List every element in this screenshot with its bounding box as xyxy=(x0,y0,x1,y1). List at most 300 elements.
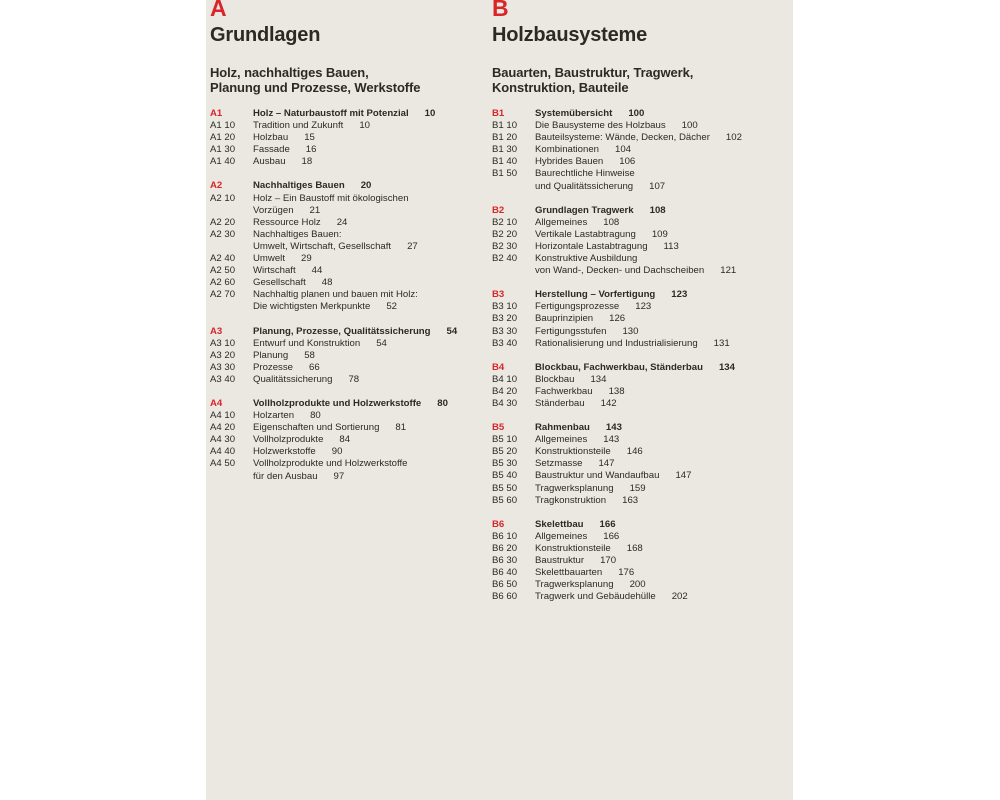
page-number: 134 xyxy=(590,373,607,385)
section-title: Systemübersicht xyxy=(535,108,613,119)
entry-text xyxy=(535,301,792,313)
entry-text xyxy=(535,398,792,410)
entry-code: A1 30 xyxy=(210,144,236,156)
entry-label: Horizontale Lastabtragung xyxy=(535,240,648,252)
section-title: Blockbau, Fachwerkbau, Ständerbau xyxy=(535,361,703,373)
entry-label: Holzbau xyxy=(253,132,289,144)
page-number: 21 xyxy=(309,204,321,216)
page-number: 202 xyxy=(671,591,688,603)
entry-code: B5 30 xyxy=(492,458,518,470)
page-number: 16 xyxy=(305,144,317,156)
toc-entry[interactable] xyxy=(210,241,480,253)
page-number: 78 xyxy=(348,373,360,385)
entry-label: von Wand-, Decken- und Dachscheiben xyxy=(535,265,705,277)
entry-code: B4 10 xyxy=(492,373,518,385)
entry-code: A4 30 xyxy=(210,434,236,446)
entry-code: B3 40 xyxy=(492,337,518,349)
entry-code xyxy=(210,471,253,483)
entry-code: A2 40 xyxy=(210,253,236,265)
entry-label: Eigenschaften und Sortierung xyxy=(253,422,380,434)
entry-code: A4 10 xyxy=(210,410,236,422)
entry-label: Prozesse xyxy=(253,361,293,373)
toc-section xyxy=(492,108,792,193)
entry-text xyxy=(253,350,480,362)
entry-text xyxy=(253,229,480,241)
entry-text xyxy=(535,156,792,168)
entry-label: Konstruktionsteile xyxy=(535,542,611,554)
entry-text xyxy=(535,338,792,350)
page-number: 130 xyxy=(622,325,639,337)
entry-text xyxy=(253,217,480,229)
section-code: B6 xyxy=(492,518,505,530)
entry-label: Qualitätssicherung xyxy=(253,373,333,385)
toc-entry[interactable] xyxy=(492,374,792,386)
toc-section xyxy=(492,289,792,349)
entry-label: Nachhaltig planen und bauen mit Holz: xyxy=(253,289,418,301)
page-number: 138 xyxy=(608,385,625,397)
entry-text xyxy=(535,434,792,446)
entry-label: Blockbau xyxy=(535,373,575,385)
page-number: 58 xyxy=(304,349,315,361)
entry-code: B2 20 xyxy=(492,228,518,240)
entry-label: Umwelt, Wirtschaft, Gesellschaft xyxy=(253,240,392,252)
page-number: 10 xyxy=(424,108,436,119)
entry-code: B1 30 xyxy=(492,144,518,156)
toc-entry[interactable] xyxy=(210,277,480,289)
toc-entry[interactable] xyxy=(210,458,480,470)
page-number: 166 xyxy=(603,530,620,542)
toc-entry[interactable] xyxy=(492,386,792,398)
entry-label: Tradition und Zukunft xyxy=(253,120,344,132)
toc-sections xyxy=(210,108,480,483)
toc-entry[interactable] xyxy=(210,338,480,350)
entry-text xyxy=(253,277,480,289)
toc-entry[interactable] xyxy=(210,471,480,483)
page-number: 113 xyxy=(663,240,679,252)
toc-entry[interactable] xyxy=(210,434,480,446)
page-number: 163 xyxy=(622,494,639,506)
toc-entry[interactable] xyxy=(210,253,480,265)
page-number: 15 xyxy=(304,132,315,144)
entry-label: Konstruktive Ausbildung xyxy=(535,253,638,265)
toc-entry[interactable] xyxy=(492,181,792,193)
section-title-wrap xyxy=(535,289,792,301)
page-number: 168 xyxy=(626,542,643,554)
page-number: 29 xyxy=(300,253,312,265)
section-heading[interactable] xyxy=(210,108,480,120)
page-number: 97 xyxy=(333,470,345,482)
toc-entry[interactable] xyxy=(492,253,792,265)
page-number: 147 xyxy=(598,458,615,470)
section-title: Vollholzprodukte und Holzwerkstoffe xyxy=(253,397,422,409)
section-heading[interactable] xyxy=(210,326,480,338)
toc-entry[interactable] xyxy=(492,495,792,507)
toc-entry[interactable] xyxy=(492,229,792,241)
toc-entry[interactable] xyxy=(210,265,480,277)
entry-code: B2 40 xyxy=(492,253,518,265)
entry-text xyxy=(535,458,792,470)
toc-entry[interactable] xyxy=(492,144,792,156)
toc-entry[interactable] xyxy=(210,205,480,217)
entry-code: A2 60 xyxy=(210,277,236,289)
page-number: 108 xyxy=(603,216,620,228)
toc-entry[interactable] xyxy=(492,120,792,132)
entry-label: Tragwerk und Gebäudehülle xyxy=(535,591,656,603)
entry-code: B6 30 xyxy=(492,555,518,566)
page-number: 121 xyxy=(720,265,737,277)
section-heading[interactable] xyxy=(492,205,792,217)
toc-entry[interactable] xyxy=(210,301,480,313)
page-number: 52 xyxy=(386,301,397,313)
section-code: B1 xyxy=(492,108,505,119)
section-title-wrap xyxy=(253,180,480,192)
entry-label: Skelettbauarten xyxy=(535,567,603,579)
entry-code: B4 20 xyxy=(492,385,518,397)
entry-label: Ständerbau xyxy=(535,397,585,409)
section-code: B5 xyxy=(492,422,505,434)
entry-text xyxy=(535,229,792,241)
part-subtitle-line: Planung und Prozesse, Werkstoffe xyxy=(210,80,421,95)
part-letter: B xyxy=(492,0,509,17)
section-heading[interactable] xyxy=(492,519,792,531)
entry-code: B5 20 xyxy=(492,446,518,458)
entry-label: Allgemeines xyxy=(535,216,588,228)
entry-label: Baustruktur xyxy=(535,555,585,566)
entry-text xyxy=(253,253,480,265)
toc-entry[interactable] xyxy=(492,301,792,313)
entry-text xyxy=(535,483,792,495)
page-number: 123 xyxy=(671,289,688,301)
page-number: 142 xyxy=(600,397,617,409)
entry-code: A1 10 xyxy=(210,120,236,132)
page-number: 102 xyxy=(725,132,742,144)
entry-text xyxy=(253,193,480,205)
entry-code: B2 10 xyxy=(492,216,518,228)
entry-label: Ressource Holz xyxy=(253,216,321,228)
entry-label: Holz – Ein Baustoff mit ökologischen xyxy=(253,192,409,204)
entry-code: B1 50 xyxy=(492,168,518,180)
entry-text xyxy=(253,434,480,446)
toc-entry[interactable] xyxy=(492,567,792,579)
section-heading[interactable] xyxy=(492,362,792,374)
toc-section xyxy=(492,519,792,604)
page-number: 109 xyxy=(651,228,668,240)
toc-entry[interactable] xyxy=(492,446,792,458)
entry-text xyxy=(535,495,792,507)
entry-code xyxy=(492,265,535,277)
toc-entry[interactable] xyxy=(492,265,792,277)
entry-label: Setzmasse xyxy=(535,458,583,470)
page-number: 80 xyxy=(310,410,321,422)
section-title-wrap xyxy=(535,362,792,374)
entry-code: B5 10 xyxy=(492,434,518,446)
entry-label: Tragwerksplanung xyxy=(535,579,614,591)
section-code: B3 xyxy=(492,289,505,301)
entry-label: Fassade xyxy=(253,144,290,156)
entry-label: Umwelt xyxy=(253,253,285,265)
entry-text xyxy=(253,446,480,458)
entry-code: B3 30 xyxy=(492,325,518,337)
section-heading[interactable] xyxy=(492,108,792,120)
entry-text xyxy=(535,181,792,193)
entry-label: Vollholzprodukte und Holzwerkstoffe xyxy=(253,458,408,470)
section-title-wrap xyxy=(535,422,792,434)
entry-code: A2 10 xyxy=(210,192,236,204)
entry-text xyxy=(253,156,480,168)
section-code: A4 xyxy=(210,397,223,409)
toc-entry[interactable] xyxy=(492,591,792,603)
entry-code: A1 40 xyxy=(210,156,236,168)
entry-text xyxy=(253,265,480,277)
entry-text xyxy=(535,326,792,338)
section-code: A2 xyxy=(210,180,223,192)
entry-code: A3 30 xyxy=(210,361,236,373)
entry-text xyxy=(535,217,792,229)
toc-entry[interactable] xyxy=(210,132,480,144)
entry-text xyxy=(535,386,792,398)
page-number: 44 xyxy=(311,265,323,277)
entry-code: B3 20 xyxy=(492,313,518,325)
toc-entry[interactable] xyxy=(492,338,792,350)
entry-label: Fachwerkbau xyxy=(535,385,593,397)
page-number: 84 xyxy=(339,434,351,446)
entry-text xyxy=(535,253,792,265)
toc-entry[interactable] xyxy=(492,132,792,144)
page-number: 100 xyxy=(628,108,645,119)
entry-text xyxy=(535,446,792,458)
entry-text xyxy=(535,531,792,543)
entry-text xyxy=(253,422,480,434)
toc-entry[interactable] xyxy=(492,543,792,555)
page-number: 166 xyxy=(599,518,616,530)
entry-text xyxy=(253,410,480,422)
toc-entry[interactable] xyxy=(210,193,480,205)
toc-entry[interactable] xyxy=(210,289,480,301)
page-number: 159 xyxy=(629,482,646,494)
entry-code: A3 40 xyxy=(210,373,236,385)
entry-text xyxy=(253,144,480,156)
toc-entry[interactable] xyxy=(492,483,792,495)
entry-text xyxy=(535,132,792,144)
entry-code: B1 40 xyxy=(492,156,518,168)
entry-label: Hybrides Bauen xyxy=(535,156,604,168)
page-number: 27 xyxy=(407,240,418,252)
page-number: 81 xyxy=(395,422,407,434)
entry-code: B1 20 xyxy=(492,132,518,144)
entry-text xyxy=(535,265,792,277)
page-number: 108 xyxy=(649,204,666,216)
toc-entry[interactable] xyxy=(210,410,480,422)
entry-text xyxy=(253,132,480,144)
entry-label: Holzarten xyxy=(253,410,295,422)
entry-label: Rationalisierung und Industrialisierung xyxy=(535,337,698,349)
entry-text xyxy=(253,289,480,301)
toc-entry[interactable] xyxy=(210,422,480,434)
entry-label: Die wichtigsten Merkpunkte xyxy=(253,301,371,313)
section-title-wrap xyxy=(535,205,792,217)
section-heading[interactable] xyxy=(492,422,792,434)
toc-entry[interactable] xyxy=(210,156,480,168)
entry-code xyxy=(210,241,253,253)
part-subtitle-line: Holz, nachhaltiges Bauen, xyxy=(210,65,369,80)
entry-code: B5 40 xyxy=(492,470,518,482)
toc-entry[interactable] xyxy=(492,555,792,567)
toc-entry[interactable] xyxy=(492,470,792,482)
entry-label: Planung xyxy=(253,349,289,361)
toc-entry[interactable] xyxy=(210,362,480,374)
entry-label: Vollholzprodukte xyxy=(253,434,324,446)
toc-entry[interactable] xyxy=(492,168,792,180)
entry-text xyxy=(253,458,480,470)
toc-entry[interactable] xyxy=(210,229,480,241)
part-subtitle xyxy=(210,65,480,95)
page-number: 176 xyxy=(618,567,635,579)
entry-text xyxy=(253,374,480,386)
toc-entry[interactable] xyxy=(210,120,480,132)
toc-entry[interactable] xyxy=(492,313,792,325)
section-title: Holz – Naturbaustoff mit Potenzial xyxy=(253,108,409,119)
entry-code: B6 20 xyxy=(492,542,518,554)
entry-code: B6 60 xyxy=(492,591,518,603)
entry-label: Vertikale Lastabtragung xyxy=(535,228,636,240)
entry-code: B6 10 xyxy=(492,530,518,542)
entry-label: für den Ausbau xyxy=(253,470,318,482)
entry-label: Entwurf und Konstruktion xyxy=(253,337,361,349)
toc-entry[interactable] xyxy=(492,531,792,543)
entry-label: Vorzügen xyxy=(253,204,294,216)
section-heading[interactable] xyxy=(492,289,792,301)
section-title: Grundlagen Tragwerk xyxy=(535,204,634,216)
entry-code: B4 30 xyxy=(492,397,518,409)
toc-sections xyxy=(492,108,792,603)
entry-text xyxy=(535,591,792,603)
toc-entry[interactable] xyxy=(492,156,792,168)
page-number: 10 xyxy=(359,120,370,132)
toc-entry[interactable] xyxy=(492,458,792,470)
entry-code: A2 20 xyxy=(210,216,236,228)
entry-label: und Qualitätssicherung xyxy=(535,180,634,192)
page-number: 123 xyxy=(635,301,652,313)
page-number: 134 xyxy=(718,361,735,373)
entry-text xyxy=(535,470,792,482)
entry-code: B6 50 xyxy=(492,579,518,591)
toc-entry[interactable] xyxy=(210,350,480,362)
page-number: 104 xyxy=(615,144,632,156)
page-number: 54 xyxy=(446,325,458,337)
entry-text xyxy=(535,579,792,591)
toc-entry[interactable] xyxy=(492,434,792,446)
section-title: Herstellung – Vorfertigung xyxy=(535,289,656,301)
section-heading[interactable] xyxy=(210,180,480,192)
toc-entry[interactable] xyxy=(492,579,792,591)
entry-code xyxy=(492,181,535,193)
entry-code: A2 30 xyxy=(210,228,236,240)
toc-entry[interactable] xyxy=(492,326,792,338)
entry-code: A3 20 xyxy=(210,349,236,361)
section-code: B4 xyxy=(492,361,505,373)
page-number: 147 xyxy=(675,470,692,482)
entry-label: Ausbau xyxy=(253,156,286,168)
toc-section xyxy=(210,326,480,386)
entry-code xyxy=(210,205,253,217)
entry-text xyxy=(535,374,792,386)
entry-text xyxy=(535,144,792,156)
entry-label: Baurechtliche Hinweise xyxy=(535,168,635,180)
entry-text xyxy=(535,168,792,180)
entry-code: A2 70 xyxy=(210,289,236,301)
entry-code: A4 50 xyxy=(210,458,236,470)
toc-section xyxy=(210,398,480,483)
part-subtitle xyxy=(492,65,792,95)
entry-code: B2 30 xyxy=(492,240,518,252)
entry-code: A4 40 xyxy=(210,446,236,458)
entry-label: Allgemeines xyxy=(535,434,588,446)
toc-entry[interactable] xyxy=(492,398,792,410)
section-title: Planung, Prozesse, Qualitätssicherung xyxy=(253,325,431,337)
entry-text xyxy=(535,313,792,325)
section-code: B2 xyxy=(492,204,505,216)
toc-section xyxy=(492,205,792,278)
toc-section xyxy=(492,362,792,410)
entry-code: A2 50 xyxy=(210,265,236,277)
entry-label: Fertigungsstufen xyxy=(535,325,607,337)
section-title: Skelettbau xyxy=(535,518,584,530)
section-code: A3 xyxy=(210,325,223,337)
section-heading[interactable] xyxy=(210,398,480,410)
entry-code: B5 60 xyxy=(492,494,518,506)
entry-label: Bauprinzipien xyxy=(535,313,594,325)
page-number: 200 xyxy=(629,579,646,591)
entry-text xyxy=(253,241,480,253)
entry-label: Wirtschaft xyxy=(253,265,296,277)
page-number: 80 xyxy=(437,397,448,409)
section-title-wrap xyxy=(253,398,480,410)
section-title: Nachhaltiges Bauen xyxy=(253,180,345,192)
section-code: A1 xyxy=(210,108,223,119)
toc-entry[interactable] xyxy=(210,144,480,156)
entry-text xyxy=(535,241,792,253)
entry-text xyxy=(253,205,480,217)
entry-code: A4 20 xyxy=(210,422,236,434)
toc-entry[interactable] xyxy=(492,217,792,229)
toc-section xyxy=(492,422,792,507)
entry-text xyxy=(253,301,480,313)
entry-text xyxy=(535,543,792,555)
entry-text xyxy=(535,555,792,567)
entry-label: Bauteilsysteme: Wände, Decken, Dächer xyxy=(535,132,710,144)
toc-entry[interactable] xyxy=(210,374,480,386)
page-number: 18 xyxy=(301,156,313,168)
entry-code: B6 40 xyxy=(492,567,518,579)
entry-label: Konstruktionsteile xyxy=(535,446,611,458)
toc-entry[interactable] xyxy=(492,241,792,253)
toc-entry[interactable] xyxy=(210,446,480,458)
page-number: 48 xyxy=(321,277,333,289)
entry-text xyxy=(253,338,480,350)
section-title-wrap xyxy=(253,326,480,338)
page-number: 106 xyxy=(619,156,636,168)
page-number: 100 xyxy=(681,120,698,132)
part-letter: A xyxy=(210,0,227,17)
section-title: Rahmenbau xyxy=(535,422,590,434)
entry-label: Gesellschaft xyxy=(253,277,306,289)
page-number: 131 xyxy=(713,337,730,349)
book-page xyxy=(206,0,793,800)
part-subtitle-line: Konstruktion, Bauteile xyxy=(492,80,629,95)
entry-code: B1 10 xyxy=(492,120,518,132)
section-title-wrap xyxy=(535,108,792,120)
toc-entry[interactable] xyxy=(210,217,480,229)
